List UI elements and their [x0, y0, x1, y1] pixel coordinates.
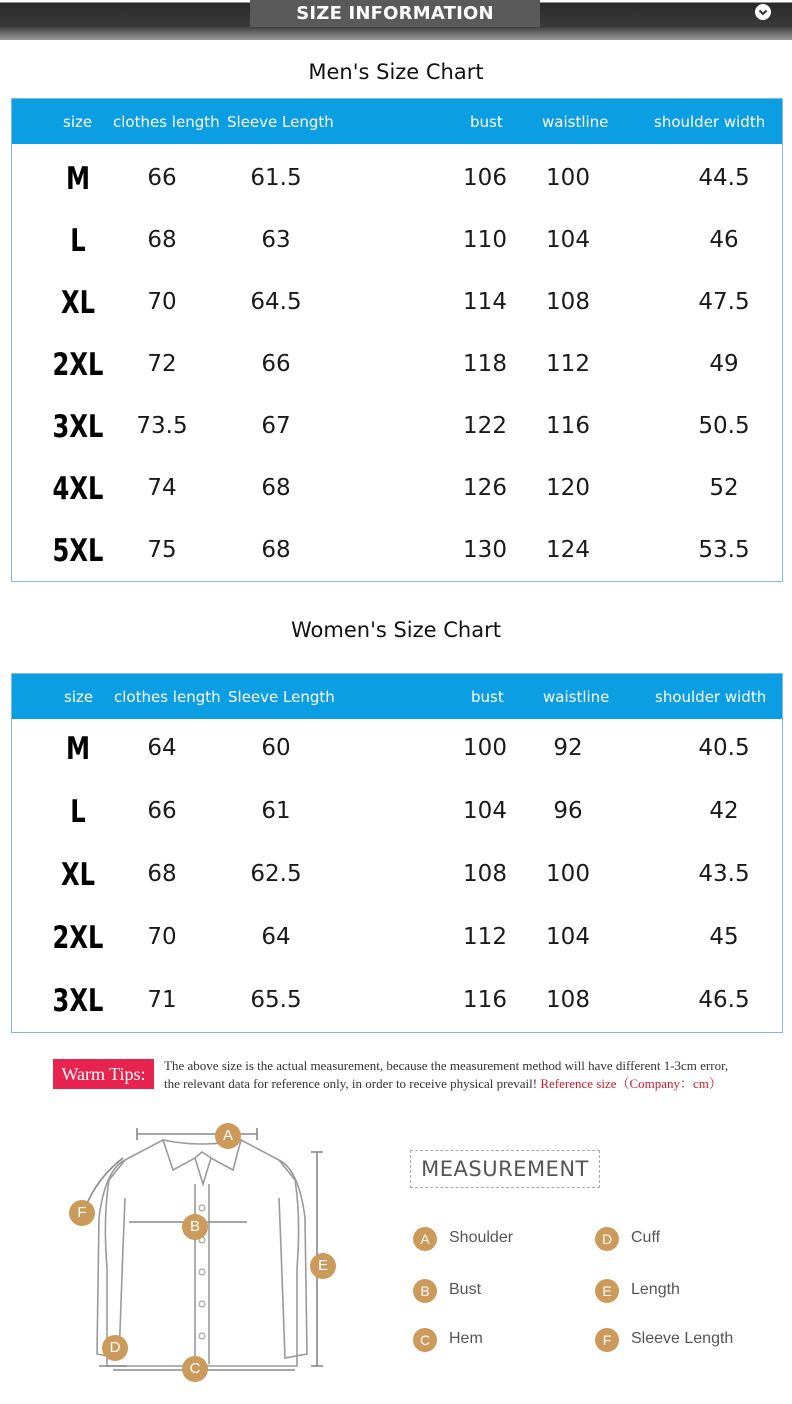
header-sleeve-length: Sleeve Length [227, 113, 334, 131]
womens-chart-title: Women's Size Chart [291, 618, 501, 642]
size-label: 4XL [52, 471, 104, 507]
measurement-value: 75 [147, 537, 177, 563]
legend-badge-e: E [595, 1279, 619, 1303]
size-label: M [65, 161, 91, 197]
measurement-value: 112 [463, 924, 507, 950]
header-bust: bust [471, 688, 504, 706]
measurement-value: 110 [463, 227, 507, 253]
measurement-value: 114 [463, 289, 507, 315]
mens-size-table [11, 98, 783, 582]
header-clothes-length: clothes length [114, 688, 221, 706]
measurement-value: 96 [553, 798, 583, 824]
banner-title: SIZE INFORMATION [250, 0, 540, 27]
measurement-value: 124 [546, 537, 590, 563]
measurement-value: 72 [147, 351, 177, 377]
measurement-value: 108 [546, 289, 590, 315]
measurement-value: 50.5 [698, 413, 750, 439]
measurement-value: 68 [147, 861, 177, 887]
womens-size-table [11, 673, 783, 1033]
measurement-value: 74 [147, 475, 177, 501]
measurement-value: 47.5 [698, 289, 750, 315]
legend-badge-b: B [413, 1279, 437, 1303]
measurement-value: 46 [709, 227, 739, 253]
womens-table-header [12, 674, 782, 719]
measurement-value: 62.5 [250, 861, 302, 887]
measurement-value: 40.5 [698, 735, 750, 761]
header-clothes-length: clothes length [113, 113, 220, 131]
header-waistline: waistline [542, 113, 609, 131]
measurement-title: MEASUREMENT [410, 1150, 600, 1188]
legend-badge-c: C [413, 1328, 437, 1352]
warm-tips-label: Warm Tips: [53, 1059, 154, 1089]
measurement-value: 61.5 [250, 165, 302, 191]
legend-label-hem: Hem [449, 1330, 483, 1347]
measurement-value: 120 [546, 475, 590, 501]
measurement-value: 118 [463, 351, 507, 377]
measurement-value: 61 [261, 798, 291, 824]
measurement-value: 104 [546, 924, 590, 950]
measurement-value: 60 [261, 735, 291, 761]
header-waistline: waistline [543, 688, 610, 706]
size-label: 2XL [52, 920, 104, 956]
measurement-value: 70 [147, 289, 177, 315]
size-label: XL [60, 857, 96, 893]
measurement-value: 43.5 [698, 861, 750, 887]
measurement-value: 116 [546, 413, 590, 439]
measurement-value: 70 [147, 924, 177, 950]
shirt-outline-icon [45, 1118, 365, 1388]
measurement-value: 108 [463, 861, 507, 887]
measurement-value: 66 [147, 165, 177, 191]
badge-d: D [102, 1335, 128, 1361]
tips-line-1: The above size is the actual measurement, because the measurement method will have different 1-3cm error, [164, 1058, 729, 1073]
chevron-down-icon[interactable] [755, 4, 771, 20]
badge-a: A [215, 1123, 241, 1149]
measurement-value: 116 [463, 987, 507, 1013]
measurement-value: 66 [261, 351, 291, 377]
measurement-value: 130 [463, 537, 507, 563]
measurement-value: 100 [546, 165, 590, 191]
warm-tips-text [164, 1057, 728, 1093]
measurement-value: 45 [709, 924, 739, 950]
header-size: size [64, 688, 94, 706]
measurement-value: 49 [709, 351, 739, 377]
measurement-value: 112 [546, 351, 590, 377]
legend-label-bust: Bust [449, 1281, 482, 1298]
measurement-value: 100 [463, 735, 507, 761]
measurement-value: 42 [709, 798, 739, 824]
header-shoulder-width: shoulder width [654, 113, 766, 131]
size-label: M [65, 731, 91, 767]
legend-badge-d: D [595, 1227, 619, 1251]
measurement-value: 53.5 [698, 537, 750, 563]
measurement-value: 46.5 [698, 987, 750, 1013]
mens-chart-title: Men's Size Chart [308, 60, 484, 84]
legend-label-sleeve-length: Sleeve Length [631, 1330, 734, 1347]
size-label: L [70, 794, 86, 830]
measurement-value: 44.5 [698, 165, 750, 191]
measurement-value: 64.5 [250, 289, 302, 315]
legend-label-shoulder: Shoulder [449, 1229, 514, 1246]
measurement-value: 71 [147, 987, 177, 1013]
legend-badge-f: F [595, 1328, 619, 1352]
measurement-value: 65.5 [250, 987, 302, 1013]
legend-badge-a: A [413, 1227, 437, 1251]
measurement-value: 100 [546, 861, 590, 887]
measurement-value: 64 [147, 735, 177, 761]
measurement-value: 52 [709, 475, 739, 501]
tips-reference-unit: Reference size（Company：cm） [540, 1076, 722, 1091]
size-label: 5XL [52, 533, 104, 569]
size-label: 3XL [52, 983, 104, 1019]
header-sleeve-length: Sleeve Length [228, 688, 335, 706]
badge-b: B [182, 1214, 208, 1240]
tips-line-2 [164, 1075, 728, 1093]
badge-e: E [310, 1253, 336, 1279]
measurement-value: 68 [147, 227, 177, 253]
header-bust: bust [470, 113, 503, 131]
header-size: size [63, 113, 93, 131]
header-shoulder-width: shoulder width [655, 688, 767, 706]
measurement-value: 64 [261, 924, 291, 950]
measurement-value: 106 [463, 165, 507, 191]
badge-c: C [182, 1356, 208, 1382]
measurement-value: 126 [463, 475, 507, 501]
top-banner [0, 0, 792, 40]
measurement-value: 92 [553, 735, 583, 761]
measurement-value: 73.5 [136, 413, 188, 439]
mens-table-header [12, 99, 782, 144]
measurement-value: 108 [546, 987, 590, 1013]
legend-label-length: Length [631, 1281, 680, 1298]
tips-line-2-text: the relevant data for reference only, in order to receive physical prevail! [164, 1076, 538, 1091]
measurement-value: 66 [147, 798, 177, 824]
size-label: 3XL [52, 409, 104, 445]
size-label: XL [60, 285, 96, 321]
measurement-value: 104 [546, 227, 590, 253]
measurement-value: 104 [463, 798, 507, 824]
measurement-value: 68 [261, 537, 291, 563]
badge-f: F [69, 1200, 95, 1226]
size-label: 2XL [52, 347, 104, 383]
measurement-value: 68 [261, 475, 291, 501]
measurement-value: 67 [261, 413, 291, 439]
size-label: L [70, 223, 86, 259]
measurement-value: 122 [463, 413, 507, 439]
legend-label-cuff: Cuff [631, 1229, 661, 1246]
measurement-value: 63 [261, 227, 291, 253]
